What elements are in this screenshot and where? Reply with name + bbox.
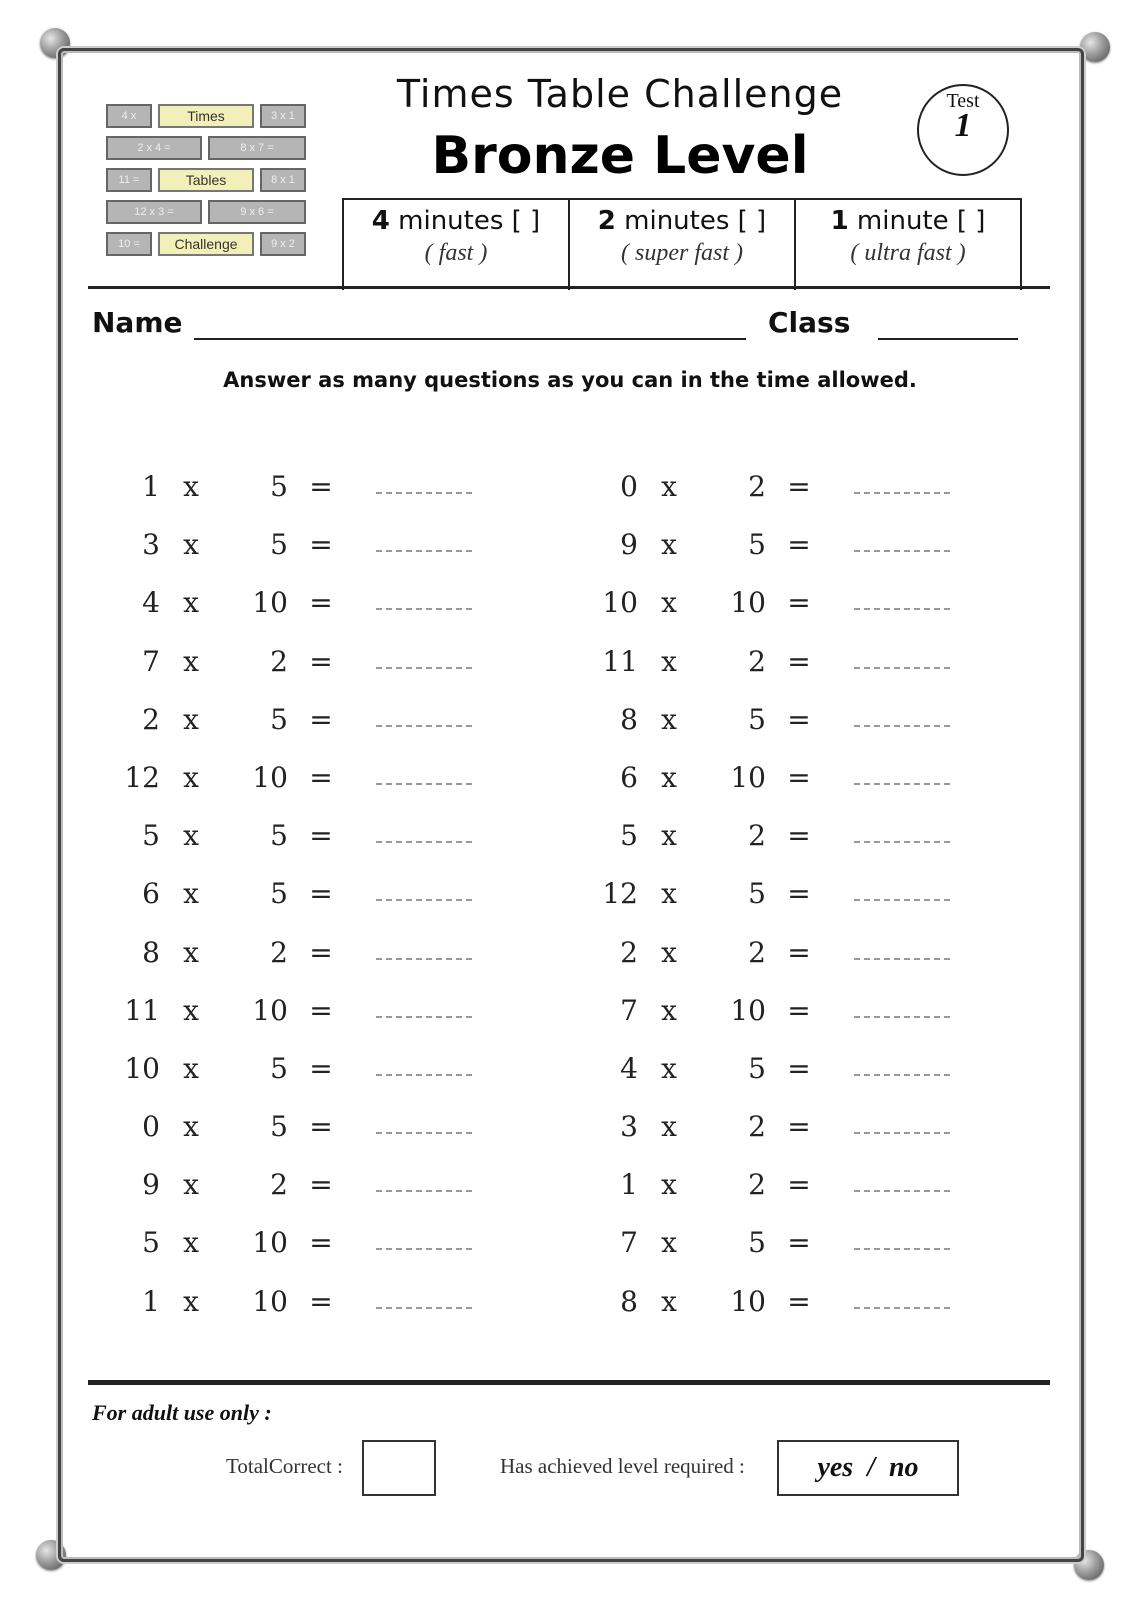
equals-sign: =: [309, 993, 333, 1027]
multiplier: 2: [748, 935, 766, 969]
multiplicand: 7: [620, 993, 638, 1027]
multiplier: 10: [252, 1226, 288, 1260]
time-unit: minutes [ ]: [624, 206, 767, 236]
equals-sign: =: [309, 1226, 333, 1260]
times-sign: x: [183, 760, 199, 794]
equals-sign: =: [787, 644, 811, 678]
multiplier: 5: [270, 1110, 288, 1144]
multiplier: 5: [748, 877, 766, 911]
times-sign: x: [661, 993, 677, 1027]
multiplier: 10: [252, 1284, 288, 1318]
answer-blank[interactable]: [376, 1248, 472, 1250]
times-sign: x: [661, 644, 677, 678]
times-sign: x: [183, 470, 199, 503]
test-label: Test: [946, 90, 980, 112]
multiplicand: 5: [142, 819, 160, 853]
class-label: Class: [768, 306, 851, 339]
answer-blank[interactable]: [376, 899, 472, 901]
times-sign: x: [661, 760, 677, 794]
answer-blank[interactable]: [854, 1132, 950, 1134]
multiplier: 2: [748, 1168, 766, 1202]
answer-blank[interactable]: [376, 1074, 472, 1076]
answer-blank[interactable]: [854, 725, 950, 727]
multiplicand: 11: [602, 644, 638, 678]
multiplier: 10: [252, 993, 288, 1027]
multiplier: 2: [748, 470, 766, 503]
multiplier: 2: [748, 1110, 766, 1144]
time-minutes: 4: [371, 206, 390, 236]
multiplier: 5: [270, 819, 288, 853]
equals-sign: =: [309, 470, 333, 503]
multiplier: 10: [730, 993, 766, 1027]
multiplicand: 8: [620, 1284, 638, 1318]
multiplier: 5: [270, 1051, 288, 1085]
equals-sign: =: [787, 877, 811, 911]
times-sign: x: [183, 1110, 199, 1144]
equals-sign: =: [787, 702, 811, 736]
multiplicand: 0: [620, 470, 638, 503]
multiplicand: 4: [142, 586, 160, 620]
answer-blank[interactable]: [854, 958, 950, 960]
equals-sign: =: [309, 702, 333, 736]
multiplier: 10: [730, 1284, 766, 1318]
achieved-label: Has achieved level required :: [500, 1454, 745, 1478]
answer-blank[interactable]: [376, 550, 472, 552]
equals-sign: =: [309, 528, 333, 562]
answer-blank[interactable]: [376, 958, 472, 960]
multiplicand: 1: [142, 1284, 160, 1318]
answer-blank[interactable]: [376, 1132, 472, 1134]
times-sign: x: [661, 935, 677, 969]
logo-brick: 2 x 4 =: [106, 136, 202, 160]
time-option-label: [796, 206, 1020, 236]
multiplicand: 11: [124, 993, 160, 1027]
multiplicand: 9: [142, 1168, 160, 1202]
time-speed: ( fast ): [424, 240, 488, 266]
time-option-2-min[interactable]: [568, 200, 794, 290]
equals-sign: =: [787, 1226, 811, 1260]
answer-blank[interactable]: [854, 1016, 950, 1018]
times-sign: x: [183, 1284, 199, 1318]
equals-sign: =: [309, 760, 333, 794]
multiplicand: 9: [620, 528, 638, 562]
adult-use-label: For adult use only :: [92, 1400, 272, 1425]
answer-blank[interactable]: [376, 1307, 472, 1309]
class-field[interactable]: [878, 338, 1018, 340]
multiplier: 5: [270, 470, 288, 503]
times-sign: x: [661, 470, 677, 503]
time-minutes: 1: [830, 206, 849, 236]
times-sign: x: [183, 586, 199, 620]
equals-sign: =: [787, 586, 811, 620]
times-sign: x: [183, 644, 199, 678]
times-sign: x: [183, 528, 199, 562]
worksheet-title: Times Table Challenge: [396, 72, 844, 116]
logo-brick: 11 =: [106, 168, 152, 192]
times-sign: x: [183, 993, 199, 1027]
multiplier: 10: [730, 760, 766, 794]
equals-sign: =: [787, 819, 811, 853]
time-unit: minutes [ ]: [398, 206, 541, 236]
equals-sign: =: [787, 1168, 811, 1202]
equals-sign: =: [309, 935, 333, 969]
multiplier: 2: [270, 935, 288, 969]
equals-sign: =: [309, 1284, 333, 1318]
multiplicand: 3: [142, 528, 160, 562]
times-sign: x: [661, 1051, 677, 1085]
time-option-label: [570, 206, 794, 236]
time-option-1-min[interactable]: [794, 200, 1022, 290]
times-sign: x: [661, 1168, 677, 1202]
multiplicand: 6: [142, 877, 160, 911]
answer-blank[interactable]: [854, 1190, 950, 1192]
time-speed: ( super fast ): [621, 240, 743, 266]
logo-brick: 12 x 3 =: [106, 200, 202, 224]
times-sign: x: [183, 819, 199, 853]
logo-brick: 8 x 1: [260, 168, 306, 192]
total-correct-label: TotalCorrect :: [226, 1454, 343, 1478]
times-sign: x: [661, 1110, 677, 1144]
equals-sign: =: [787, 935, 811, 969]
multiplicand: 7: [620, 1226, 638, 1260]
answer-blank[interactable]: [854, 1074, 950, 1076]
answer-blank[interactable]: [854, 783, 950, 785]
header-divider: [88, 286, 1050, 289]
multiplier: 10: [252, 760, 288, 794]
answer-blank[interactable]: [854, 841, 950, 843]
logo-word-brick: Tables: [158, 168, 254, 192]
answer-blank[interactable]: [376, 1016, 472, 1018]
equals-sign: =: [787, 470, 811, 503]
brick-logo: [106, 104, 312, 266]
multiplier: 2: [748, 644, 766, 678]
times-sign: x: [183, 935, 199, 969]
times-sign: x: [661, 819, 677, 853]
answer-blank[interactable]: [376, 667, 472, 669]
answer-blank[interactable]: [854, 492, 950, 494]
times-sign: x: [661, 877, 677, 911]
equals-sign: =: [309, 1168, 333, 1202]
equals-sign: =: [309, 644, 333, 678]
multiplier: 10: [252, 586, 288, 620]
logo-word-brick: Times: [158, 104, 254, 128]
level-title: Bronze Level: [431, 126, 809, 186]
times-sign: x: [183, 1226, 199, 1260]
multiplier: 2: [270, 644, 288, 678]
equals-sign: =: [787, 760, 811, 794]
name-label: Name: [92, 306, 183, 339]
times-sign: x: [661, 1226, 677, 1260]
multiplicand: 3: [620, 1110, 638, 1144]
logo-brick: 10 =: [106, 232, 152, 256]
times-sign: x: [661, 1284, 677, 1318]
multiplier: 5: [748, 1226, 766, 1260]
multiplier: 5: [748, 1051, 766, 1085]
answer-blank[interactable]: [854, 550, 950, 552]
multiplicand: 2: [142, 702, 160, 736]
logo-brick: 8 x 7 =: [208, 136, 306, 160]
times-sign: x: [183, 1168, 199, 1202]
multiplicand: 5: [620, 819, 638, 853]
logo-brick: 4 x: [106, 104, 152, 128]
name-class-row: [92, 306, 1042, 346]
answer-blank[interactable]: [854, 899, 950, 901]
name-field[interactable]: [194, 338, 746, 340]
logo-brick: 9 x 2: [260, 232, 306, 256]
multiplier: 2: [270, 1168, 288, 1202]
multiplier: 5: [270, 702, 288, 736]
equals-sign: =: [787, 1110, 811, 1144]
times-sign: x: [183, 1051, 199, 1085]
equals-sign: =: [309, 819, 333, 853]
multiplier: 5: [748, 528, 766, 562]
answer-blank[interactable]: [854, 1307, 950, 1309]
equals-sign: =: [309, 877, 333, 911]
equals-sign: =: [787, 1284, 811, 1318]
yes-no-box[interactable]: yes / no: [777, 1440, 959, 1496]
multiplicand: 4: [620, 1051, 638, 1085]
times-sign: x: [661, 528, 677, 562]
answer-blank[interactable]: [854, 608, 950, 610]
multiplicand: 6: [620, 760, 638, 794]
times-sign: x: [661, 586, 677, 620]
equals-sign: =: [787, 1051, 811, 1085]
equals-sign: =: [309, 1051, 333, 1085]
multiplicand: 12: [124, 760, 160, 794]
multiplier: 5: [748, 702, 766, 736]
times-sign: x: [183, 702, 199, 736]
multiplier: 2: [748, 819, 766, 853]
multiplicand: 8: [620, 702, 638, 736]
answer-blank[interactable]: [854, 1248, 950, 1250]
equals-sign: =: [309, 586, 333, 620]
times-sign: x: [183, 877, 199, 911]
equals-sign: =: [309, 1110, 333, 1144]
multiplicand: 12: [602, 877, 638, 911]
time-option-4-min[interactable]: [342, 200, 568, 290]
multiplier: 5: [270, 528, 288, 562]
answer-blank[interactable]: [376, 725, 472, 727]
equals-sign: =: [787, 993, 811, 1027]
answer-blank[interactable]: [376, 841, 472, 843]
multiplicand: 1: [620, 1168, 638, 1202]
answer-blank[interactable]: [376, 1190, 472, 1192]
multiplicand: 10: [124, 1051, 160, 1085]
time-speed: ( ultra fast ): [850, 240, 966, 266]
time-minutes: 2: [597, 206, 616, 236]
multiplicand: 7: [142, 644, 160, 678]
multiplicand: 0: [142, 1110, 160, 1144]
time-options: [342, 198, 1022, 290]
multiplier: 5: [270, 877, 288, 911]
answer-blank[interactable]: [376, 783, 472, 785]
test-number-badge: [917, 84, 1009, 176]
multiplicand: 1: [142, 470, 160, 503]
multiplicand: 5: [142, 1226, 160, 1260]
equals-sign: =: [787, 528, 811, 562]
footer-divider: [88, 1380, 1050, 1385]
test-number: 1: [954, 107, 972, 144]
multiplicand: 8: [142, 935, 160, 969]
logo-brick: 9 x 6 =: [208, 200, 306, 224]
answer-blank[interactable]: [854, 667, 950, 669]
pin-top-right: [1080, 32, 1110, 62]
time-option-label: [344, 206, 568, 236]
answer-blank[interactable]: [376, 492, 472, 494]
answer-blank[interactable]: [376, 608, 472, 610]
total-correct-box[interactable]: [362, 1440, 436, 1496]
time-unit: minute [ ]: [856, 206, 986, 236]
instructions: Answer as many questions as you can in the time allowed.: [223, 368, 917, 392]
times-sign: x: [661, 702, 677, 736]
logo-brick: 3 x 1: [260, 104, 306, 128]
multiplicand: 10: [602, 586, 638, 620]
multiplicand: 2: [620, 935, 638, 969]
multiplier: 10: [730, 586, 766, 620]
logo-word-brick: Challenge: [158, 232, 254, 256]
